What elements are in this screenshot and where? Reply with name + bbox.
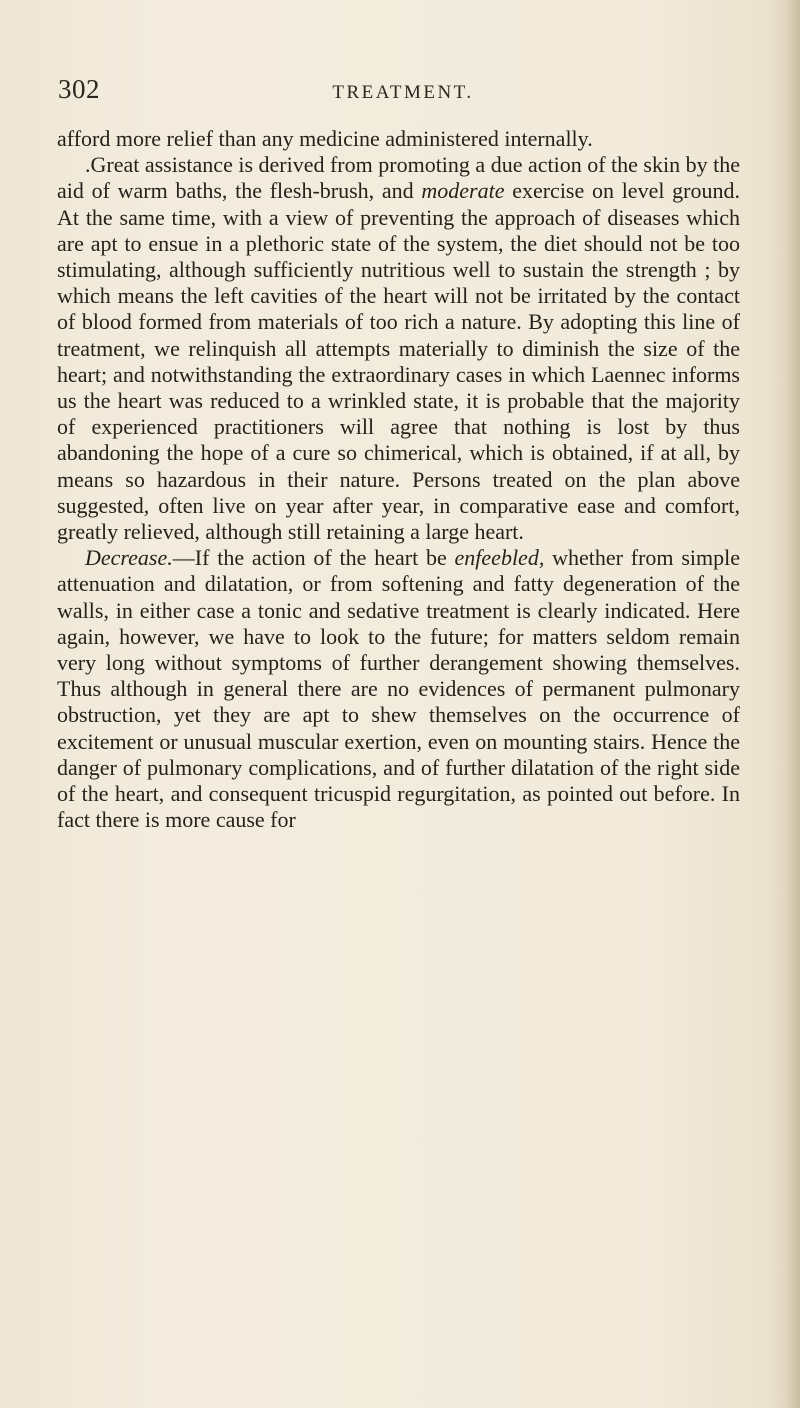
page-edge-shadow bbox=[786, 0, 800, 1408]
body-text bbox=[57, 126, 740, 833]
paragraph-2-italic: moderate bbox=[421, 178, 505, 204]
paragraph-continuation bbox=[57, 126, 740, 152]
paragraph-treatment bbox=[57, 152, 740, 545]
paragraph-3-part1: —If the action of the heart be bbox=[172, 545, 455, 571]
paragraph-decrease bbox=[57, 545, 740, 833]
paragraph-3-lead: Decrease. bbox=[85, 545, 173, 571]
running-head: TREATMENT. bbox=[332, 82, 474, 103]
paragraph-3-part2: whether from simple attenuation and dilatation, or from softening and fatty degeneration of the walls, in either case a tonic and sedative treatment is clearly indicated. Here again, however, we have to look to the future; for matters seldom remain very long without symptoms of further derangement showing themselves. Thus although in general there are no evidences of permanent pulmonary obstruction, yet they are apt to shew themselves on the occurrence of excitement or unusual muscular exertion, even on mounting stairs. Hence the danger of pulmonary complications, and of further dilatation of the right side of the heart, and consequent tricuspid regurgitation, as pointed out before. In fact there is more cause for bbox=[57, 545, 740, 833]
paragraph-2-part1: .Great assistance is derived from promoting a due action of the skin by the aid of warm baths, the flesh-brush, and bbox=[57, 152, 740, 204]
page-number: 302 bbox=[58, 74, 100, 104]
paragraph-3-italic: enfeebled, bbox=[454, 545, 545, 571]
paragraph-2-part2: exercise on level ground. At the same time, with a view of preventing the approach of diseases which are apt to ensue in a plethoric state of the system, the diet should not be too stimulating, although sufficiently nutritious well to sustain the strength ; by which means the left cavities of the heart will not be irritated by the contact of blood formed from materials of too rich a nature. By adopting this line of treatment, we relinquish all attempts materially to diminish the size of the heart; and notwithstanding the extraordinary cases in which Laennec informs us the heart was reduced to a wrinkled state, it is probable that the majority of experienced practitioners will agree that nothing is lost by thus abandoning the hope of a cure so chimerical, which is obtained, if at all, by means so hazardous in their nature. Persons treated on the plan above suggested, often live on year after year, in comparative ease and comfort, greatly relieved, although still retaining a large heart. bbox=[57, 178, 740, 545]
page-header bbox=[58, 74, 748, 114]
paragraph-1-text: afford more relief than any medicine administered internally. bbox=[57, 126, 593, 151]
